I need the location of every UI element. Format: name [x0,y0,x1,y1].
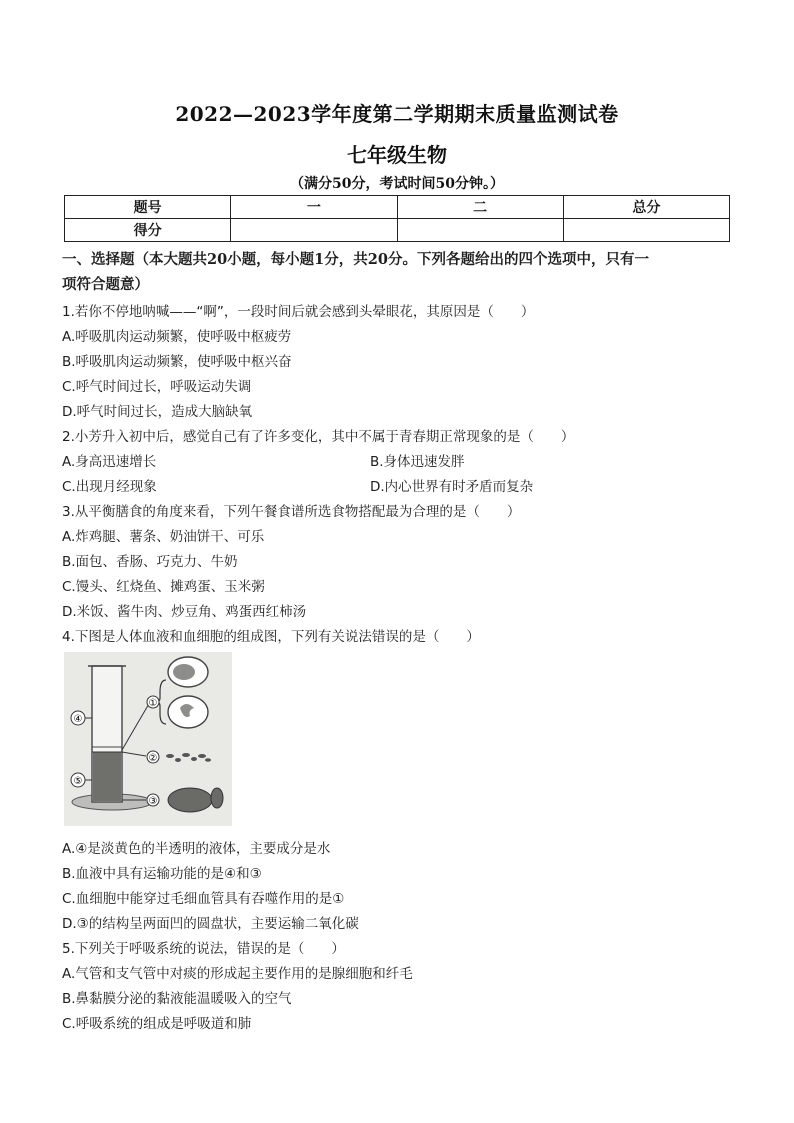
question-4-option-d: D.③的结构呈两面凹的圆盘状，主要运输二氧化碳 [62,916,359,932]
cell-score-total [563,219,729,242]
question-1-option-b: B.呼吸肌肉运动频繁，使呼吸中枢兴奋 [62,354,292,370]
question-1-option-d: D.呼气时间过长，造成大脑缺氧 [62,404,253,420]
question-4-option-b: B.血液中具有运输功能的是④和③ [62,866,262,882]
question-2-option-c: C.出现月经现象 [62,479,157,495]
figure-label-3: ③ [148,796,158,807]
cell-total: 总分 [563,196,729,219]
score-table [64,195,730,242]
figure-label-1: ① [148,698,158,709]
question-3-option-b: B.面包、香肠、巧克力、牛奶 [62,554,238,570]
question-1-option-a: A.呼吸肌肉运动频繁，使呼吸中枢疲劳 [62,329,292,345]
figure-label-4: ④ [73,714,83,725]
exam-title: 2022—2023学年度第二学期期末质量监测试卷 [175,102,619,126]
question-5-option-a: A.气管和支气管中对痰的形成起主要作用的是腺细胞和纤毛 [62,966,413,982]
question-4-option-c: C.血细胞中能穿过毛细血管具有吞噬作用的是① [62,891,345,907]
exam-note: （满分50分，考试时间50分钟。） [290,176,504,192]
figure-label-5: ⑤ [73,776,83,787]
cell-question-number: 题号 [65,196,231,219]
question-2-option-b: B.身体迅速发胖 [370,454,465,470]
question-3-option-c: C.馒头、红烧鱼、摊鸡蛋、玉米粥 [62,579,265,595]
section-heading-cont: 项符合题意） [62,276,149,293]
question-3-option-d: D.米饭、酱牛肉、炒豆角、鸡蛋西红柿汤 [62,604,307,620]
wbc-nucleus-1 [173,664,195,680]
question-4-option-a: A.④是淡黄色的半透明的液体，主要成分是水 [62,841,331,857]
blood-composition-figure [64,652,232,826]
cell-score-one [231,219,397,242]
score-table-header-row [65,196,730,219]
cell-score-two [397,219,563,242]
question-5-option-c: C.呼吸系统的组成是呼吸道和肺 [62,1016,252,1032]
cell-section-two: 二 [397,196,563,219]
question-2-stem: 2.小芳升入初中后，感觉自己有了许多变化，其中不属于青春期正常现象的是（ ） [62,429,575,445]
question-2-option-a: A.身高迅速增长 [62,454,157,470]
red-blood-cell-side [211,788,223,808]
question-2-option-d: D.内心世界有时矛盾而复杂 [370,479,534,495]
red-cell-layer [93,752,121,801]
figure-label-2: ② [148,753,158,764]
question-1-stem: 1.若你不停地呐喊——“啊”，一段时间后就会感到头晕眼花，其原因是（ ） [62,304,535,320]
cell-score-label: 得分 [65,219,231,242]
cell-section-one: 一 [231,196,397,219]
question-5-option-b: B.鼻黏膜分泌的黏液能温暖吸入的空气 [62,991,292,1007]
question-3-option-a: A.炸鸡腿、薯条、奶油饼干、可乐 [62,529,265,545]
section-heading: 一、选择题（本大题共20小题，每小题1分，共20分。下列各题给出的四个选项中，只有一 [62,251,649,268]
question-5-stem: 5.下列关于呼吸系统的说法，错误的是（ ） [62,941,345,957]
red-blood-cell [168,788,212,812]
subject-title: 七年级生物 [347,143,447,167]
question-1-option-c: C.呼气时间过长，呼吸运动失调 [62,379,252,395]
score-table-score-row [65,219,730,242]
question-4-stem: 4.下图是人体血液和血细胞的组成图，下列有关说法错误的是（ ） [62,629,480,645]
question-3-stem: 3.从平衡膳食的角度来看，下列午餐食谱所选食物搭配最为合理的是（ ） [62,504,521,520]
